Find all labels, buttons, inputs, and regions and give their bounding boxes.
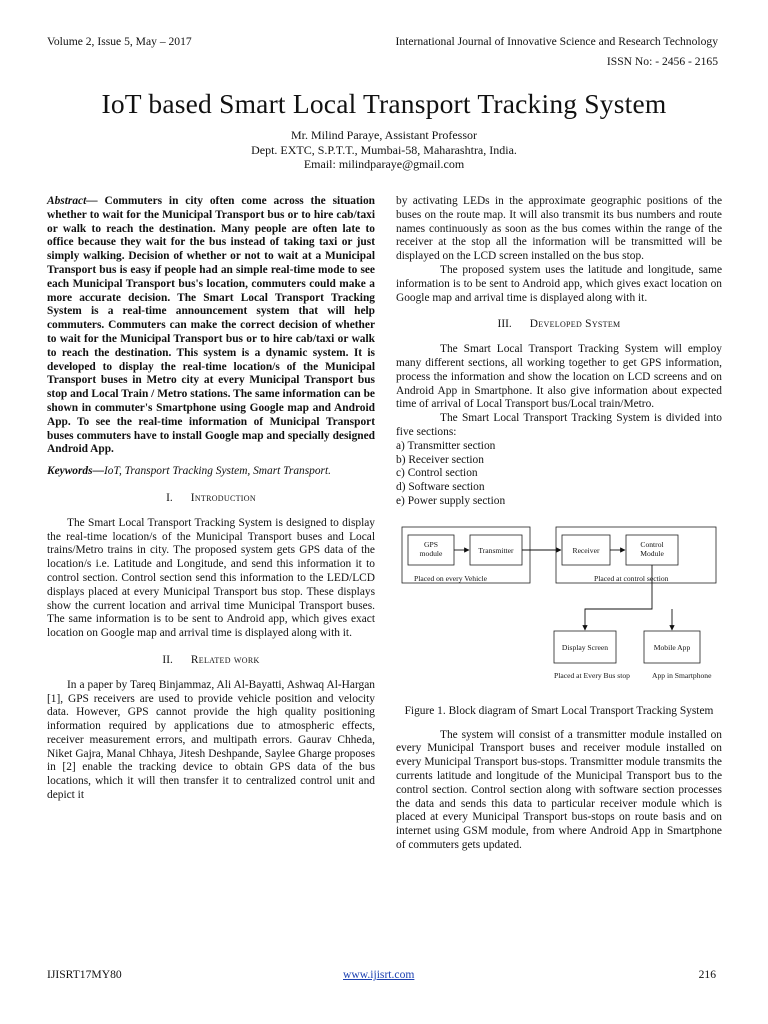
footer-website-link[interactable]: www.ijisrt.com — [343, 968, 415, 981]
section-heading-related-work — [47, 654, 375, 668]
intro-paragraph: The Smart Local Transport Tracking System is designed to display the real-time location/s of the Municipal Transport buses and Local trains/Metro trains in city. The proposed system gets GPS data of the location/s i.e. Latitude and Longitude, and send this information it to control section. Control section send this information to the LED/LCD displays placed at every Municipal Transport bus stop. These displays show the current location and arrival time Municipal Transport buses. The same information is to be sent to Android app, which gives exact location on Google map and arrival time is displayed along with it. — [47, 516, 375, 640]
receiver-label: Receiver — [572, 545, 600, 555]
gps-module-label: GPS module — [419, 539, 443, 558]
section-list-item: e) Power supply section — [396, 494, 506, 507]
journal-name: International Journal of Innovative Science and Research Technology — [395, 35, 718, 48]
related-work-continued: by activating LEDs in the approximate geographic positions of the buses on the route map. It will also transmit its bus numbers and route names continuously as soon as the bus comes within the range of the receiver at the stop all the information will be transmitted will be displayed on the LCD screen installed on the bus stop. — [396, 195, 722, 263]
figure-caption: Figure 1. Block diagram of Smart Local Transport Tracking System — [404, 704, 714, 717]
section-heading-developed-system — [396, 318, 722, 332]
left-column — [47, 195, 375, 803]
author-dept: Dept. EXTC, S.P.T.T., Mumbai-58, Maharashtra, India. — [251, 142, 517, 157]
transmitter-label: Transmitter — [478, 545, 514, 555]
section-list-item: a) Transmitter section — [396, 439, 496, 452]
footer-paper-id: IJISRT17MY80 — [47, 968, 122, 981]
section-number: II. — [162, 653, 173, 666]
author-name: Mr. Milind Paraye, Assistant Professor — [291, 128, 477, 142]
volume-info: Volume 2, Issue 5, May – 2017 — [47, 35, 192, 48]
keywords — [47, 465, 375, 479]
related-work-paragraph: In a paper by Tareq Binjammaz, Ali Al-Bayatti, Ashwaq Al-Hargan [1], GPS receivers are used to provide vehicle position and velocity data. However, GPS cannot provide the high quality positioning information required by applications due to atmospheric effects, receiver measurement errors, and multipath errors. Gaurav Chheda, Niket Gajra, Manal Chhaya, Jitesh Deshpande, Saylee Gharge proposes in [2] enable the tracking device to obtain GPS data of the bus locations, which it will then transfer it to centralized control unit and depict it — [47, 678, 375, 802]
control-module-label: Control Module — [640, 539, 664, 558]
paper-title: IoT based Smart Local Transport Tracking System — [101, 88, 667, 119]
app-in-smartphone-label: App in Smartphone — [652, 670, 712, 680]
section-number: I. — [166, 491, 173, 504]
author-email: Email: milindparaye@gmail.com — [303, 157, 465, 171]
placed-at-control-label: Placed at control section — [594, 573, 669, 583]
section-title: Related work — [190, 653, 260, 666]
block-diagram-figure — [396, 523, 722, 699]
abstract-label: Abstract— — [47, 195, 98, 207]
display-screen-label: Display Screen — [561, 642, 609, 652]
section-title: Developed System — [529, 318, 621, 331]
developed-paragraph-1: The Smart Local Transport Tracking System will employ many different sections, all working together to get GPS information, process the information and show the location on LCD screens and on Android App in Smartphone. It also give information about expected time of arrival of Local Transport bus/Local train/Metro. — [396, 343, 722, 411]
placed-at-bus-stop-label: Placed at Every Bus stop — [554, 670, 630, 680]
right-column — [396, 195, 722, 853]
proposed-system-paragraph: The proposed system uses the latitude and longitude, same information is to be sent to Android app, which gives exact location on Google map and arrival time is displayed along with it. — [396, 263, 722, 304]
abstract-text: Commuters in city often come across the situation whether to wait for the Municipal Transport bus or to hire cab/taxi or walk to reach the destination. Many people are often late to office because they wait for the bus instead of taking taxi or just simply walking. Decision of whether or not to wait at a Municipal Transport bus is easy if people had an simple real-time mode to see each Municipal Transport bus's location, commuters could make a more accurate decision. The Smart Local Transport Tracking System is a real-time announcement system that will help commuters. Commuters can make the correct decision of whether to wait for the Municipal Transport bus or to hire cab/taxi or walk to reach the destination. This system is a dynamic system. It is developed to display the real-time location/s of the Municipal Transport buses in Metro city at every Municipal Transport bus stop and Local Train / Metro stations. The same information can be shown in commuter's Smartphone using Google map and Android App. To see the real-time information of Municipal Transport buses commuters have to install Google map and specially designed Android App. — [47, 195, 375, 456]
section-heading-introduction — [47, 492, 375, 506]
section-list-item: d) Software section — [396, 481, 485, 494]
section-list-item: c) Control section — [396, 467, 478, 480]
developed-paragraph-2: The Smart Local Transport Tracking System is divided into five sections: — [396, 412, 722, 438]
placed-on-vehicle-label: Placed on every Vehicle — [414, 573, 488, 583]
keywords-label: Keywords— — [47, 465, 104, 478]
section-number: III. — [497, 318, 512, 331]
page-number: 216 — [698, 968, 716, 981]
issn: ISSN No: - 2456 - 2165 — [606, 55, 718, 68]
keywords-text: IoT, Transport Tracking System, Smart Transport. — [103, 465, 331, 478]
section-list-item: b) Receiver section — [396, 453, 484, 466]
section-title: Introduction — [190, 491, 256, 504]
abstract — [47, 195, 375, 457]
mobile-app-label: Mobile App — [653, 642, 691, 652]
author-block — [0, 128, 768, 172]
developed-paragraph-3: The system will consist of a transmitter module installed on every Municipal Transport buses and receiver module installed on every Municipal Transport bus-stops. Transmitter module transmits the currents latitude and longitude of the Municipal Transport bus to the control section. Control section along with software section processes the data and sends this data to particular receiver module which is placed at every Municipal Transport bus-stops on route basis and on internet using GSM module, from where Android App in Smartphone of commuters gets updated. — [396, 728, 722, 851]
